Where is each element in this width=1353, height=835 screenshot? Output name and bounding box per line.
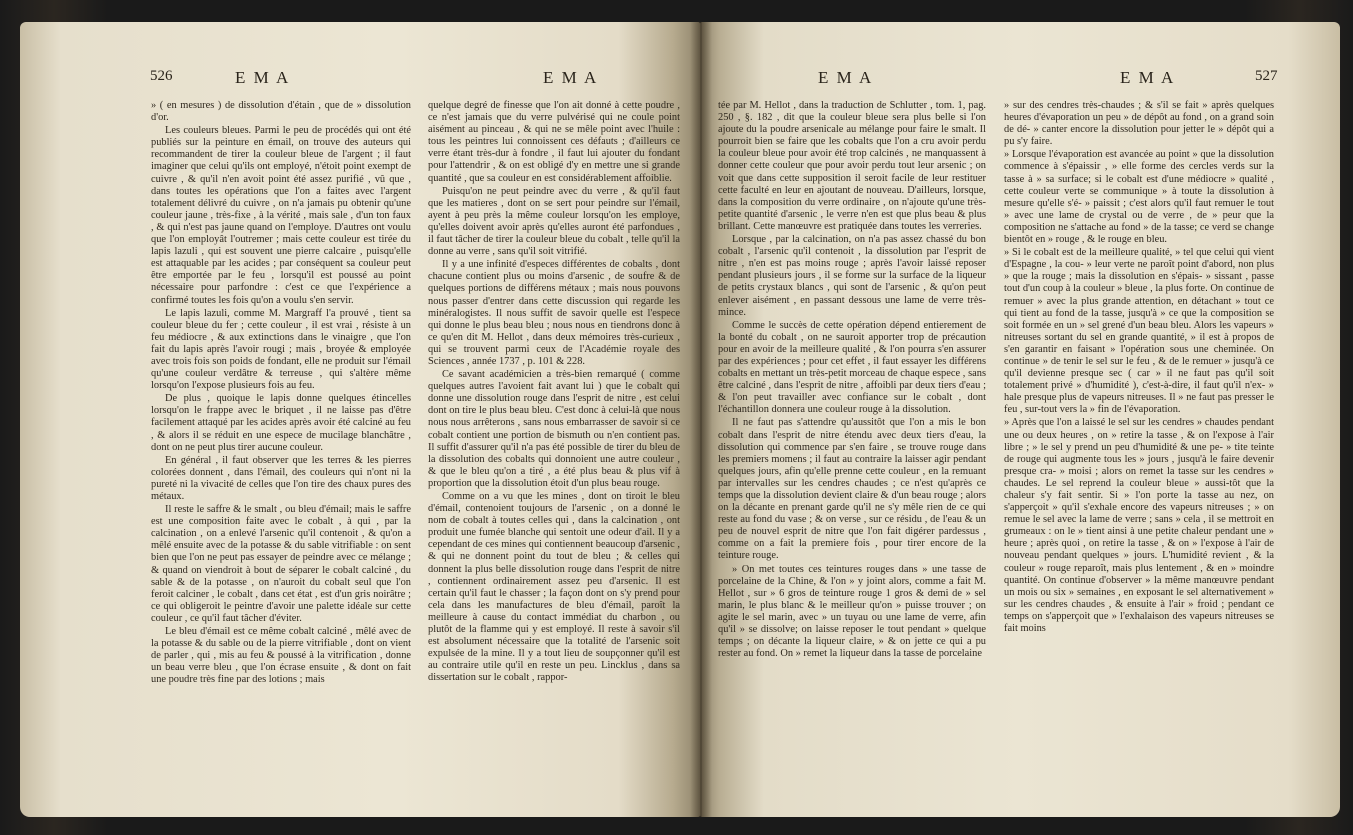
left-page-header	[20, 68, 700, 94]
left-page	[20, 22, 700, 817]
paragraph: En général , il faut observer que les terres & les pierres colorées donnent , dans l'émail, des couleurs qui n'ont ni la pureté ni la vivacité de celles que l'on tire des chaux pures des métaux.	[151, 454, 411, 502]
book-gutter	[690, 22, 712, 817]
left-header-word-2: E M A	[543, 68, 599, 87]
left-page-column-1	[151, 100, 411, 687]
paragraph: Comme on a vu que les mines , dont on tiroit le bleu d'émail, contenoient toujours de l'arsenic , on a donné le nom de cobalt à toutes celles qui , dans la calcination , ont produit une fumée blanche qui sentoit une odeur d'ail. Il y a cependant de ces mines qui contiennent beaucoup d'arsenic , & qui ne donnent point du tout de bleu ; & celles qui donnent la plus belle dissolution rouge dans l'esprit de nitre , contiennent ordinairement assez peu d'arsenic. Il est certain qu'il faut le chasser ; la façon dont on s'y prend pour cela dans les manufactures de bleu d'émail, paroît la meilleure à cause du contact immédiat du charbon , ou plutôt de la flamme qui y est employé. Il reste à savoir s'il est absolument nécessaire que la totalité de l'arsenic soit expulsée de la mine. Il y a tout lieu de soupçonner qu'il est au contraire utile qu'il en reste un peu. Lincklus , dans sa dissertation sur le cobalt , rappor-	[428, 491, 680, 684]
paragraph: » sur des cendres très-chaudes ; & s'il se fait » après quelques heures d'évaporation un peu » de dépôt au fond , on a grand soin de dé- » canter encore la dissolution pour jetter le » dépôt qui a pu s'y faire.	[1004, 100, 1274, 148]
paragraph: Il reste le saffre & le smalt , ou bleu d'émail; mais le saffre est une composition faite avec le cobalt , à qui , par la calcination , on a enlevé l'arsenic qu'il contenoit , & qu'on a mêlé ensuite avec de la potasse & du sable vitrifiable : on sent bien que l'on ne peut pas essayer de peindre avec ce mélange ; & quand on viendroit à bout de séparer le cobalt calciné , du sable & de la potasse , on n'auroit du cobalt seul que l'on feroit calciner , le cobalt , dans cet état , est d'un gris noirâtre ; ce qui obligeroit le peintre d'avoir une palette idéale sur cette couleur , ce qu'il faut tâcher d'éviter.	[151, 504, 411, 624]
paragraph: » ( en mesures ) de dissolution d'étain , que de » dissolution d'or.	[151, 100, 411, 124]
right-page-column-2	[1004, 100, 1274, 635]
left-header-word-1: E M A	[235, 68, 291, 87]
left-page-number: 526	[150, 68, 173, 84]
paragraph: » Après que l'on a laissé le sel sur les cendres » chaudes pendant une ou deux heures , on » retire la tasse , & on l'expose à l'air libre ; » le sel y prend un peu d'humidité & une pe- » tite teinte de rouge qui augmente tous les » jours , jusqu'à le faire devenir presque cra- » moisi ; alors on remet la tasse sur les cendres » chaudes. Le sel reprend la couleur bleue » aussi-tôt que la chaleur s'y fait sentir. Si » l'on porte la tasse au nez, on s'apperçoit » qu'il s'exhale encore des vapeurs nitreuses ; » on remue le sel avec la lame de verre ; sans » cela , il se mettroit en grumeaux : on le » tient ainsi à une petite chaleur pendant une » heure ; après quoi , on retire la tasse , & on » l'expose à l'air de nouveau pendant quelques » jours. L'humidité revient , & la couleur » rouge reparoît, mais plus lentement , & en » moindre quantité. On continue d'observer » la même manœuvre pendant un mois ou six » semaines , en exposant le sel alternativement » sur les cendres chaudes , & ensuite à l'air » froid ; pendant ce temps on s'apperçoit que » l'exhalaison des vapeurs nitreuses se fait moins	[1004, 417, 1274, 635]
paragraph: » Si le cobalt est de la meilleure qualité, » tel que celui qui vient d'Espagne , la cou- » leur verte ne paroît point d'abord, non plus » que la rouge ; mais la dissolution en s'épais- » sissant , passe tout d'un coup à la couleur » bleue , la plus forte. On continue de remuer » avec la plus grande attention, en détachant » tout ce qui tient au fond de la tasse, jusqu'à » ce que la composition se soit formée en un » sel grené d'un beau bleu. Alors les vapeurs » nitreuses sortant du sel en grande quantité, » il est à propos de s'en garantir en faisant » l'opération sous une cheminée. On continue » de tenir le sel sur le feu , & de le remuer » jusqu'à ce qu'il devienne presque sec ( car » il ne faut pas qu'il soit totalement privé » d'humidité ), c'est-à-dire, il faut qu'il n'ex- » hale presque plus de vapeurs nitreuses. Il » ne faut pas presser le feu , sur-tout vers la » fin de l'évaporation.	[1004, 247, 1274, 416]
left-page-column-2	[428, 100, 680, 685]
paragraph: Il y a une infinité d'especes différentes de cobalts , dont chacune contient plus ou moins d'arsenic , de soufre & de quelques portions de différens métaux ; mais nous pouvons nous passer d'entrer dans cette discussion qui regarde les minéralogistes. Il nous suffit de savoir quelle est l'espece qui donne le plus beau bleu ; nous nous en tiendrons donc à ce qu'en dit M. Hellot , dans deux mémoires très-curieux , qui se trouvent parmi ceux de l'Académie royale des Sciences , année 1737 , p. 101 & 228.	[428, 259, 680, 367]
paragraph: Il ne faut pas s'attendre qu'aussitôt que l'on a mis le bon cobalt dans l'esprit de nitre étendu avec deux tiers d'eau, la dissolution qui commence par s'en faire , se trouve rouge dans les premiers momens ; il faut au contraire la laisser agir pendant quelques jours, afin qu'elle prenne cette couleur , en la remuant par intervalles sur les cendres chaudes ; ce n'est qu'après ce temps que la dissolution devient claire & d'un beau rouge ; alors on la décante en prenant garde qu'il ne s'y mêle rien de ce qui reste au fond du vase ; & on verse , sur ce résidu , de l'eau & un peu de nouvel esprit de nitre que l'on fait digérer pardessus , comme on a fait la premiere fois , pour tirer encore de la teinture rouge.	[718, 417, 986, 562]
paragraph: tée par M. Hellot , dans la traduction de Schlutter , tom. 1, pag. 250 , §. 182 , dit que la couleur bleue sera plus belle si l'on ajoute du la poudre arsenicale au mélange pour faire le smalt. Il pourroit bien se faire que les cobalts que l'on a cru avoir perdu la couleur bleue pour avoir été trop calcinés , ne manquassent à donner cette couleur que pour avoir perdu tout leur arsenic ; on voit que dans cette supposition il seroit facile de leur restituer cette faculté en leur en ajoutant de nouveau. D'ailleurs, lorsque, dans la composition du verre ordinaire , on n'ajoute qu'une très-petite quantité d'arsenic , le verre n'en est que plus beau & plus brillant. Cette manœuvre est pratiquée dans toutes les verreries.	[718, 100, 986, 232]
paragraph: Le lapis lazuli, comme M. Margraff l'a prouvé , tient sa couleur bleue du fer ; cette couleur , il est vrai , résiste à un feu médiocre , & aux extinctions dans le vinaigre , que l'on fait du lapis après l'avoir rougi ; mais , broyée & employée avec trois fois son poids de fondant, elle ne produit sur l'émail qu'une couleur verdâtre & terreuse , qui s'altère même lorsqu'on l'expose plusieurs fois au feu.	[151, 307, 411, 392]
paragraph: quelque degré de finesse que l'on ait donné à cette poudre , ce n'est jamais que du verre pulvérisé qui ne coule point aisément au pinceau , & qui ne se mêle point avec l'huile : tous les peintres lui connoissent ces défauts ; d'ailleurs ce verre étant très-dur à fondre , il faut lui ajouter du fondant pour l'attendrir , & on est obligé d'y en mettre une si grande quantité , que sa couleur en est considérablement affoiblie.	[428, 100, 680, 184]
paragraph: De plus , quoique le lapis donne quelques étincelles lorsqu'on le frappe avec le briquet , il ne laisse pas d'être facilement attaqué par les acides après avoir été calciné au feu , & alors il se réduit en une espece de mucilage blanchâtre , dont on ne peut plus tirer aucune couleur.	[151, 393, 411, 453]
right-header-word-1: E M A	[818, 68, 874, 87]
paragraph: Le bleu d'émail est ce même cobalt calciné , mêlé avec de la potasse & du sable ou de la pierre vitrifiable , dont on vient de parler , qui , mis au feu & poussé à la vitrification , donne un beau verre bleu , que l'on écrase ensuite , & dont on fait une poudre très fine par des lotions ; mais	[151, 626, 411, 686]
right-page-number: 527	[1255, 68, 1278, 84]
paragraph: Comme le succès de cette opération dépend entierement de la bonté du cobalt , on ne sauroit apporter trop de précaution pour en avoir de la meilleure qualité , & l'on pourra s'en assurer par des expériences ; pour cet effet , il faut essayer les différens cobalts en mettant un très-petit morceau de chaque espece , sans être calciné , dans l'esprit de nitre , affoibli par deux tiers d'eau ; & l'on peut travailler avec confiance sur le cobalt , dont l'échantillon donnera une couleur rouge à la dissolution.	[718, 319, 986, 416]
right-page	[700, 22, 1340, 817]
paragraph: Puisqu'on ne peut peindre avec du verre , & qu'il faut que les matieres , dont on se sert pour peindre sur l'émail, ayent à peu près la même couleur lorsqu'on les employe, qu'elles doivent avoir après qu'elles auront été parfondues , il faut tâcher de tirer la couleur bleue du cobalt , telle qu'il la donne au verre , sans qu'il soit vitrifié.	[428, 185, 680, 258]
right-page-column-1	[718, 100, 986, 660]
right-header-word-2: E M A	[1120, 68, 1176, 87]
right-page-header	[700, 68, 1340, 94]
paragraph: Lorsque , par la calcination, on n'a pas assez chassé du bon cobalt , l'arsenic qu'il contenoit , la dissolution par l'esprit de nitre , n'en est pas moins rouge ; après l'avoir laissé reposer pendant plusieurs jours , il se forme sur la surface de la liqueur de petits crystaux blancs , qui sont de l'arsenic , & qu'on peut enlever aisément , en passant dessous une lame de verre très-mince.	[718, 234, 986, 318]
paragraph: » On met toutes ces teintures rouges dans » une tasse de porcelaine de la Chine, & l'on » y joint alors, comme a fait M. Hellot , sur » 6 gros de teinture rouge 1 gros & demi de » sel marin, le plus blanc & le meilleur qu'on » puisse trouver ; on agite le sel marin, avec » un tuyau ou une lame de verre, afin qu'il » se dissolve; on laisse reposer le tout pendant » quelque temps ; on décante la liqueur claire, » & on jette ce qui a pu rester au fond. On » remet la liqueur dans la tasse de porcelaine	[718, 563, 986, 660]
paragraph: Ce savant académicien a très-bien remarqué ( comme quelques autres l'avoient fait avant lui ) que le cobalt qui donne une dissolution rouge dans l'esprit de nitre , est celui dont on tire le plus beau bleu. C'est donc à celui-là que nous nous nous arrêterons , sans nous embarrasser de savoir si ce cobalt contient une portion de bismuth ou n'en contient pas. Il suffit d'assurer qu'il n'a pas été possible de tirer du bleu de la dissolution des cobalts qui donnoient une autre couleur , & que le bleu qu'on a tiré , a été plus beau & plus vif à proportion que la dissolution étoit d'un plus beau rouge.	[428, 369, 680, 489]
paragraph: Les couleurs bleues. Parmi le peu de procédés qui ont été publiés sur la peinture en émail, on trouve des auteurs qui recommandent de tirer la couleur bleue de l'argent ; il faut imaginer que celui qu'ils ont employé, n'étoit point exempt de cuivre , & qu'il n'en avoit point été assez purifié , vû que , dans toutes les opérations que l'on a faites avec l'argent totalement délivré du cuivre , on n'a jamais pu obtenir qu'une couleur jaune , très-fixe , à la vérité , mais sale , d'un ton faux , & qui n'est pas jaune quand on l'employe. D'autres ont voulu que l'on employât l'outremer ; mais cette couleur est tirée du lapis lazuli , qui est souvent une pierre calcaire , puisqu'elle est attaquable par les acides ; par conséquent sa couleur peut être emportée par le feu , lorsqu'il est poussé au point nécessaire pour parfondre : c'est ce que l'expérience a confirmé toutes les fois qu'on a voulu s'en servir.	[151, 125, 411, 306]
paragraph: » Lorsque l'évaporation est avancée au point » que la dissolution commence à s'épaissir , » elle forme des cercles verds sur la tasse à » sa surface; si le cobalt est d'une médiocre » qualité , cette couleur verte se communique » à toute la dissolution à mesure qu'elle s'é- » paissit ; c'est alors qu'il faut remuer le tout » avec une lame de crystal ou de verre , de » peur que la composition ne s'attache au fond » de la tasse; ce verd se change bientôt en » rouge , & le rouge en bleu.	[1004, 149, 1274, 246]
